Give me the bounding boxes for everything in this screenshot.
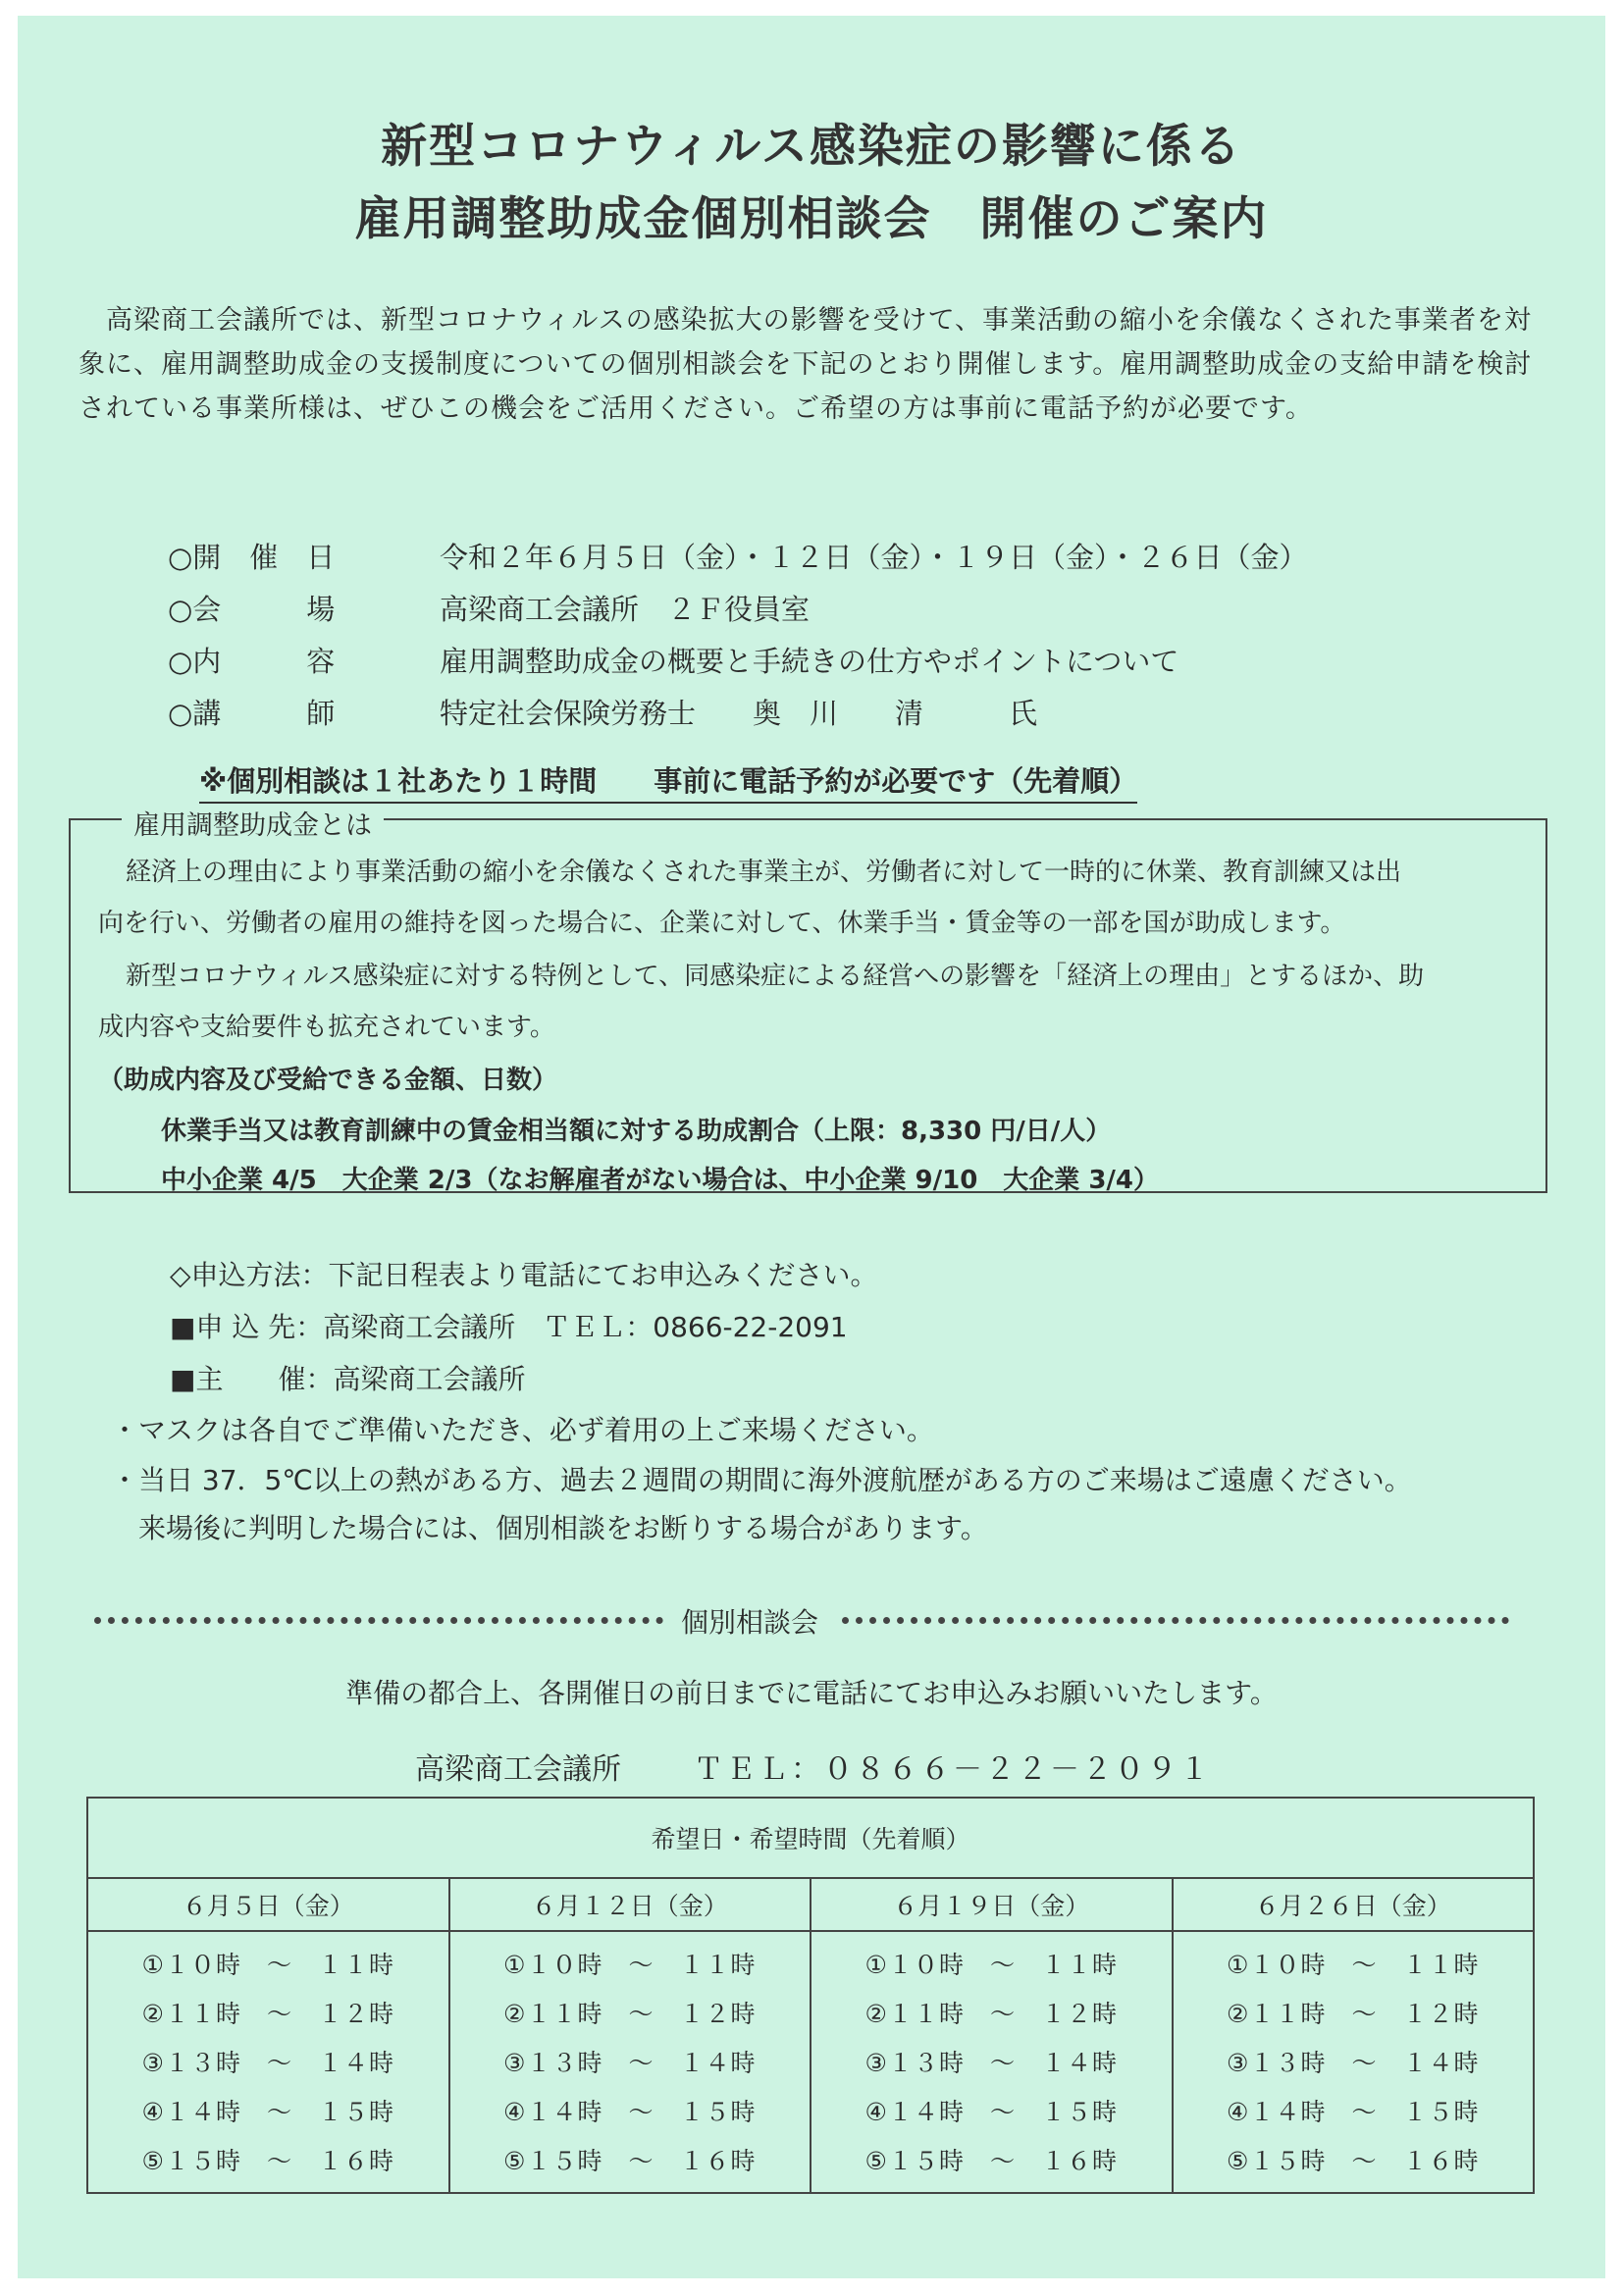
info-lecturer-label: ○講 師 [168, 697, 336, 730]
time-slot: ②１１時 ～ １２時 [503, 2000, 757, 2028]
time-slot: ①１０時 ～ １１時 [503, 1951, 757, 1979]
time-slot: ①１０時 ～ １１時 [141, 1951, 394, 1979]
section-contact [415, 1745, 1212, 1788]
section-title: 個別相談会 [681, 1606, 819, 1639]
title-line-1: 新型コロナウィルス感染症の影響に係る [381, 120, 1242, 174]
time-slot: ⑤１５時 ～ １６時 [1227, 2147, 1480, 2175]
subsidy-line: 向を行い、労働者の雇用の維持を図った場合に、企業に対して、休業手当・賃金等の一部を国が助成します。 [98, 909, 1346, 938]
day-header: ６月１２日（金） [449, 1878, 812, 1931]
day-slots [449, 1931, 812, 2193]
time-slot: ④１４時 ～ １５時 [141, 2098, 394, 2126]
subsidy-rate: 休業手当又は教育訓練中の賃金相当額に対する助成割合（上限：8,330 円/日/人） [161, 1117, 1112, 1146]
schedule-table [86, 1797, 1535, 2194]
time-slot: ⑤１５時 ～ １６時 [503, 2147, 757, 2175]
time-slot: ④１４時 ～ １５時 [1227, 2098, 1480, 2126]
flyer-page [18, 16, 1605, 2278]
day-header: ６月１９日（金） [811, 1878, 1173, 1931]
dotted-divider-left [94, 1617, 663, 1634]
time-slot: ④１４時 ～ １５時 [503, 2098, 757, 2126]
section-note: 準備の都合上、各開催日の前日までに電話にてお申込みお願いいたします。 [345, 1677, 1278, 1709]
reservation-note: ※個別相談は１社あたり１時間 事前に電話予約が必要です（先着順） [199, 759, 1137, 804]
apply-organizer: ■主 催：高梁商工会議所 [170, 1363, 526, 1395]
info-date-value: 令和２年６月５日（金）・１２日（金）・１９日（金）・２６日（金） [440, 541, 1308, 574]
time-slot: ③１３時 ～ １４時 [864, 2049, 1118, 2077]
time-slot: ③１３時 ～ １４時 [503, 2049, 757, 2077]
fever-notice-cont: 来場後に判明した場合には、個別相談をお断りする場合があります。 [111, 1512, 988, 1544]
time-slot: ②１１時 ～ １２時 [141, 2000, 394, 2028]
day-slots [811, 1931, 1173, 2193]
info-content-label: ○内 容 [168, 645, 336, 678]
fever-notice: ・当日 37．5℃以上の熱がある方、過去２週間の期間に海外渡航歴がある方のご来場はご遠慮ください。 [111, 1464, 1412, 1496]
time-slot: ②１１時 ～ １２時 [864, 2000, 1118, 2028]
schedule-header: 希望日・希望時間（先着順） [87, 1798, 1534, 1878]
subsidy-box-title: 雇用調整助成金とは [122, 804, 384, 842]
subsidy-ratio: 中小企業 4/5 大企業 2/3（なお解雇者がない場合は、中小企業 9/10 大企業 3/4） [161, 1166, 1160, 1195]
time-slot: ②１１時 ～ １２時 [1227, 2000, 1480, 2028]
day-slots [1173, 1931, 1535, 2193]
contact-tel: ＴＥＬ：０８６６－２２－２０９１ [694, 1752, 1212, 1787]
info-venue-label: ○会 場 [168, 593, 336, 626]
time-slot: ③１３時 ～ １４時 [1227, 2049, 1480, 2077]
info-content-value: 雇用調整助成金の概要と手続きの仕方やポイントについて [440, 645, 1179, 678]
subsidy-line: 経済上の理由により事業活動の縮小を余儀なくされた事業主が、労働者に対して一時的に休業、教育訓練又は出 [126, 858, 1402, 887]
intro-paragraph [79, 298, 1545, 431]
time-slot: ①１０時 ～ １１時 [1227, 1951, 1480, 1979]
contact-org: 高梁商工会議所 [415, 1752, 621, 1787]
intro-text: 高梁商工会議所では、新型コロナウィルスの感染拡大の影響を受けて、事業活動の縮小を余儀なくされた事業者を対象に、雇用調整助成金の支援制度についての個別相談会を下記のとおり開催します。雇用調整助成金の支給申請を検討されている事業所様は、ぜひこの機会をご活用ください。ご希望の方は事前に電話予約が必要です。 [79, 305, 1533, 424]
time-slot: ③１３時 ～ １４時 [141, 2049, 394, 2077]
title-line-2: 雇用調整助成金個別相談会 開催のご案内 [354, 192, 1269, 246]
day-header: ６月５日（金） [87, 1878, 449, 1931]
apply-contact: ■申 込 先：高梁商工会議所 ＴＥＬ：0866-22-2091 [170, 1311, 848, 1343]
time-slot: ①１０時 ～ １１時 [864, 1951, 1118, 1979]
subsidy-info-box [69, 810, 1547, 1195]
dotted-divider-right [842, 1617, 1509, 1634]
apply-method: ◇申込方法：下記日程表より電話にてお申込みください。 [170, 1259, 878, 1291]
time-slot: ④１４時 ～ １５時 [864, 2098, 1118, 2126]
day-slots [87, 1931, 449, 2193]
info-venue-value: 高梁商工会議所 ２Ｆ役員室 [440, 593, 811, 626]
subsidy-line: 成内容や支給要件も拡充されています。 [98, 1013, 555, 1042]
subsidy-subheading: （助成内容及び受給できる金額、日数） [98, 1066, 558, 1095]
time-slot: ⑤１５時 ～ １６時 [864, 2147, 1118, 2175]
info-date-label: ○開 催 日 [168, 541, 336, 574]
time-slot: ⑤１５時 ～ １６時 [141, 2147, 394, 2175]
subsidy-line: 新型コロナウィルス感染症に対する特例として、同感染症による経営への影響を「経済上の理由」とするほか、助 [126, 962, 1425, 991]
info-lecturer-value: 特定社会保険労務士 奥 川 清 氏 [440, 697, 1038, 730]
mask-notice: ・マスクは各自でご準備いただき、必ず着用の上ご来場ください。 [111, 1414, 934, 1446]
day-header: ６月２６日（金） [1173, 1878, 1535, 1931]
